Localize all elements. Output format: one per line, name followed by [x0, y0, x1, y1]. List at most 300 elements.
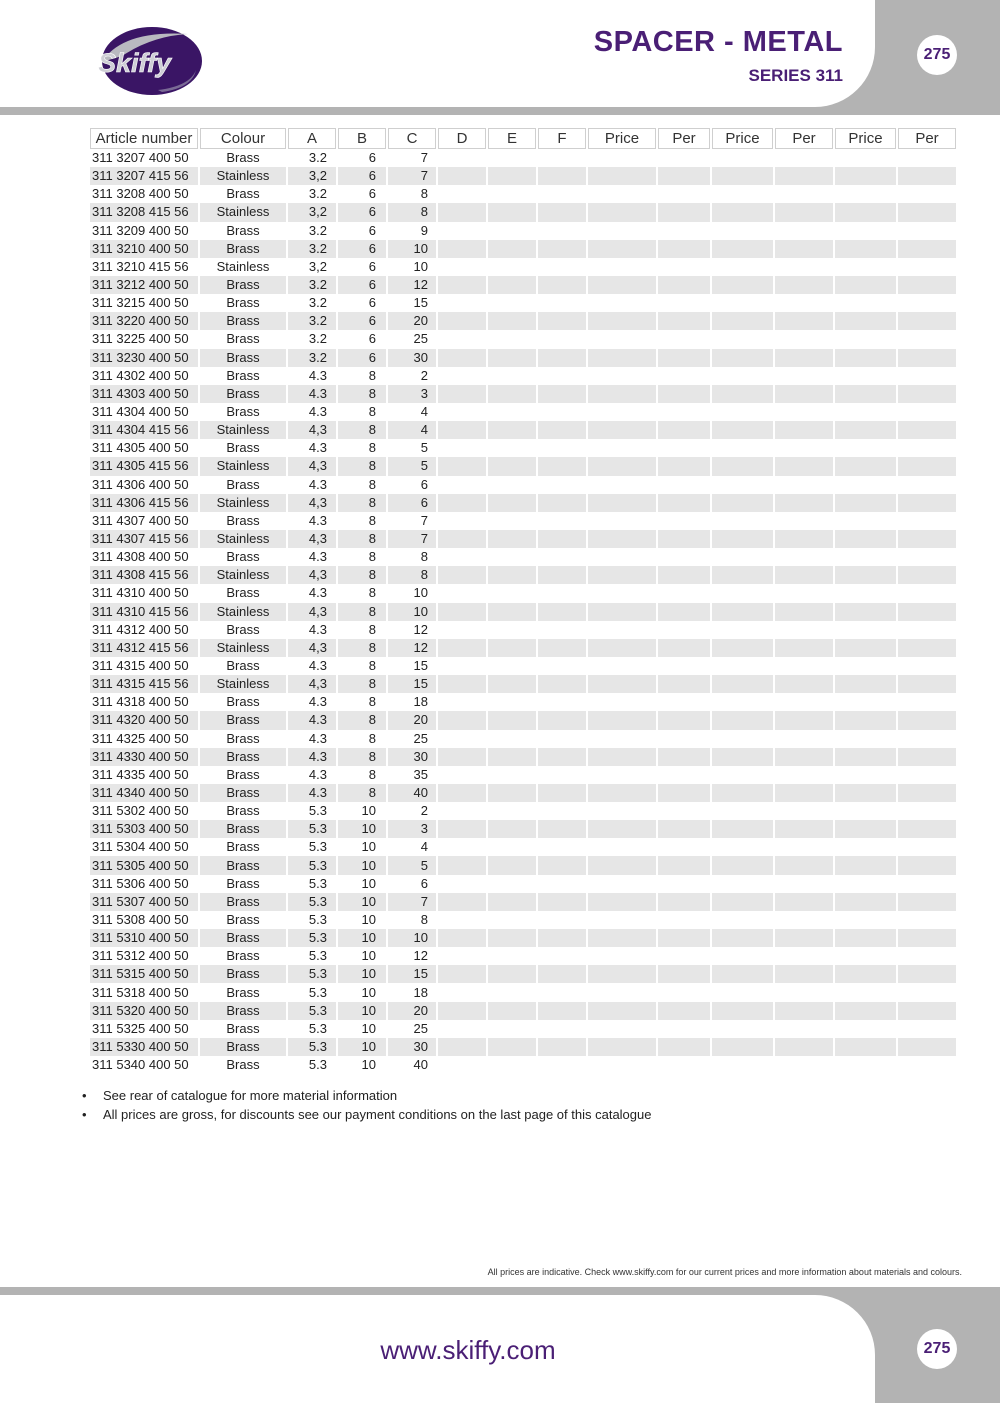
- dim-c-cell: 25: [413, 331, 428, 347]
- dim-c-cell: 18: [413, 984, 428, 1000]
- empty-cell: [898, 240, 956, 258]
- empty-cell: [898, 1020, 956, 1038]
- article-number-cell: 311 5308 400 50: [92, 911, 189, 927]
- table-row: [90, 258, 956, 276]
- article-number-cell: 311 4325 400 50: [92, 730, 189, 746]
- colour-cell: Brass: [226, 839, 260, 855]
- table-row: [90, 856, 956, 874]
- empty-cell: [538, 349, 586, 367]
- empty-cell: [658, 838, 710, 856]
- empty-cell: [658, 730, 710, 748]
- empty-cell: [538, 947, 586, 965]
- series-subtitle: SERIES 311: [748, 66, 843, 85]
- article-number-cell: 311 5340 400 50: [92, 1057, 189, 1073]
- empty-cell: [588, 983, 656, 1001]
- empty-cell: [658, 240, 710, 258]
- empty-cell: [712, 893, 773, 911]
- empty-cell: [658, 1056, 710, 1074]
- empty-cell: [658, 1020, 710, 1038]
- empty-cell: [538, 149, 586, 167]
- empty-cell: [488, 294, 536, 312]
- dim-b-cell: 10: [338, 965, 386, 983]
- empty-cell: [835, 294, 896, 312]
- article-number-cell: 311 3230 400 50: [90, 349, 198, 367]
- empty-cell: [438, 766, 486, 784]
- empty-cell: [712, 1020, 773, 1038]
- empty-cell: [538, 421, 586, 439]
- empty-cell: [775, 494, 833, 512]
- colour-cell: Brass: [226, 404, 260, 420]
- empty-cell: [588, 603, 656, 621]
- dim-a-cell: 3.2: [308, 222, 327, 238]
- dim-a-cell: 5.3: [308, 1020, 327, 1036]
- dim-a-cell: 5.3: [308, 911, 327, 927]
- empty-cell: [488, 621, 536, 639]
- table-row: [90, 548, 956, 566]
- empty-cell: [775, 838, 833, 856]
- empty-cell: [538, 802, 586, 820]
- empty-cell: [588, 766, 656, 784]
- dim-c-cell: 15: [388, 675, 436, 693]
- empty-cell: [588, 838, 656, 856]
- empty-cell: [538, 566, 586, 584]
- article-number-cell: 311 4307 415 56: [90, 530, 198, 548]
- dim-b-cell: 6: [338, 240, 386, 258]
- empty-cell: [538, 439, 586, 457]
- empty-cell: [835, 566, 896, 584]
- empty-cell: [712, 1002, 773, 1020]
- table-row: [90, 421, 956, 439]
- empty-cell: [898, 1002, 956, 1020]
- empty-cell: [488, 983, 536, 1001]
- empty-cell: [712, 657, 773, 675]
- empty-cell: [712, 349, 773, 367]
- empty-cell: [588, 457, 656, 475]
- dim-c-cell: 6: [420, 875, 428, 891]
- empty-cell: [775, 1056, 833, 1074]
- empty-cell: [775, 276, 833, 294]
- empty-cell: [775, 167, 833, 185]
- article-number-cell: 311 5302 400 50: [92, 803, 189, 819]
- dim-b-cell: 8: [368, 404, 376, 420]
- empty-cell: [775, 512, 833, 530]
- dim-c-cell: 10: [413, 258, 428, 274]
- table-row: [90, 584, 956, 602]
- colour-cell: Brass: [226, 948, 260, 964]
- empty-cell: [588, 1056, 656, 1074]
- empty-cell: [898, 965, 956, 983]
- empty-cell: [538, 276, 586, 294]
- empty-cell: [775, 476, 833, 494]
- colour-cell: Brass: [226, 222, 260, 238]
- dim-b-cell: 8: [338, 530, 386, 548]
- article-number-cell: 311 5315 400 50: [90, 965, 198, 983]
- notes-list: [82, 1086, 651, 1124]
- article-number-cell: 311 4320 400 50: [90, 711, 198, 729]
- empty-cell: [775, 548, 833, 566]
- empty-cell: [438, 838, 486, 856]
- empty-cell: [488, 784, 536, 802]
- empty-cell: [488, 802, 536, 820]
- empty-cell: [658, 802, 710, 820]
- empty-cell: [658, 983, 710, 1001]
- colour-cell: Brass: [200, 349, 286, 367]
- dim-c-cell: 6: [420, 476, 428, 492]
- article-number-cell: 311 5325 400 50: [92, 1020, 189, 1036]
- empty-cell: [658, 185, 710, 203]
- empty-cell: [775, 1002, 833, 1020]
- dim-a-cell: 3.2: [288, 312, 336, 330]
- table-row: [90, 1038, 956, 1056]
- skiffy-logo: [92, 22, 204, 98]
- dim-b-cell: 6: [338, 203, 386, 221]
- empty-cell: [658, 657, 710, 675]
- empty-cell: [775, 603, 833, 621]
- empty-cell: [588, 167, 656, 185]
- empty-cell: [775, 730, 833, 748]
- empty-cell: [898, 1038, 956, 1056]
- colour-cell: Brass: [200, 784, 286, 802]
- empty-cell: [658, 149, 710, 167]
- empty-cell: [488, 222, 536, 240]
- empty-cell: [712, 766, 773, 784]
- empty-cell: [588, 802, 656, 820]
- colour-cell: Brass: [200, 856, 286, 874]
- colour-cell: Brass: [200, 893, 286, 911]
- empty-cell: [835, 893, 896, 911]
- empty-cell: [588, 1020, 656, 1038]
- empty-cell: [538, 222, 586, 240]
- dim-b-cell: 8: [368, 476, 376, 492]
- dim-a-cell: 3.2: [308, 150, 327, 166]
- empty-cell: [835, 1038, 896, 1056]
- empty-cell: [588, 820, 656, 838]
- empty-cell: [588, 693, 656, 711]
- empty-cell: [775, 893, 833, 911]
- colour-cell: Brass: [226, 803, 260, 819]
- empty-cell: [835, 494, 896, 512]
- empty-cell: [438, 965, 486, 983]
- empty-cell: [775, 457, 833, 475]
- empty-cell: [488, 1056, 536, 1074]
- empty-cell: [658, 312, 710, 330]
- empty-cell: [658, 820, 710, 838]
- colour-cell: Brass: [226, 512, 260, 528]
- empty-cell: [898, 929, 956, 947]
- empty-cell: [488, 929, 536, 947]
- empty-cell: [775, 584, 833, 602]
- empty-cell: [712, 294, 773, 312]
- empty-cell: [835, 639, 896, 657]
- empty-cell: [712, 802, 773, 820]
- empty-cell: [898, 748, 956, 766]
- empty-cell: [438, 294, 486, 312]
- empty-cell: [658, 330, 710, 348]
- table-row: [90, 657, 956, 675]
- colour-cell: Brass: [200, 820, 286, 838]
- empty-cell: [438, 403, 486, 421]
- dim-b-cell: 10: [361, 839, 376, 855]
- empty-cell: [438, 276, 486, 294]
- dim-a-cell: 4.3: [308, 766, 327, 782]
- colour-cell: Brass: [226, 621, 260, 637]
- empty-cell: [898, 603, 956, 621]
- empty-cell: [658, 875, 710, 893]
- dim-c-cell: 4: [420, 839, 428, 855]
- empty-cell: [658, 675, 710, 693]
- dim-b-cell: 10: [361, 875, 376, 891]
- empty-cell: [488, 312, 536, 330]
- empty-cell: [658, 548, 710, 566]
- dim-c-cell: 5: [388, 457, 436, 475]
- empty-cell: [588, 965, 656, 983]
- article-number-cell: 311 4315 415 56: [90, 675, 198, 693]
- dim-a-cell: 4,3: [288, 675, 336, 693]
- empty-cell: [898, 367, 956, 385]
- empty-cell: [438, 929, 486, 947]
- empty-cell: [898, 730, 956, 748]
- empty-cell: [658, 566, 710, 584]
- empty-cell: [835, 875, 896, 893]
- column-header: Per: [775, 128, 833, 149]
- empty-cell: [438, 566, 486, 584]
- colour-cell: Brass: [200, 711, 286, 729]
- dim-b-cell: 10: [361, 911, 376, 927]
- empty-cell: [438, 330, 486, 348]
- dim-b-cell: 10: [338, 856, 386, 874]
- empty-cell: [438, 457, 486, 475]
- empty-cell: [898, 530, 956, 548]
- colour-cell: Brass: [226, 331, 260, 347]
- empty-cell: [588, 1038, 656, 1056]
- empty-cell: [835, 1020, 896, 1038]
- empty-cell: [538, 911, 586, 929]
- empty-cell: [538, 838, 586, 856]
- empty-cell: [898, 838, 956, 856]
- table-row: [90, 276, 956, 294]
- empty-cell: [658, 893, 710, 911]
- colour-cell: Brass: [200, 929, 286, 947]
- empty-cell: [775, 258, 833, 276]
- dim-a-cell: 5.3: [288, 820, 336, 838]
- empty-cell: [835, 748, 896, 766]
- article-number-cell: 311 4310 400 50: [92, 585, 189, 601]
- empty-cell: [775, 185, 833, 203]
- empty-cell: [588, 748, 656, 766]
- empty-cell: [438, 675, 486, 693]
- dim-a-cell: 5.3: [288, 856, 336, 874]
- column-header: B: [338, 128, 386, 149]
- empty-cell: [658, 766, 710, 784]
- empty-cell: [898, 330, 956, 348]
- empty-cell: [898, 766, 956, 784]
- empty-cell: [438, 1020, 486, 1038]
- empty-cell: [712, 530, 773, 548]
- article-number-cell: 311 4315 400 50: [92, 658, 189, 673]
- empty-cell: [438, 856, 486, 874]
- empty-cell: [898, 167, 956, 185]
- empty-cell: [488, 548, 536, 566]
- empty-cell: [438, 548, 486, 566]
- colour-cell: Brass: [200, 1002, 286, 1020]
- empty-cell: [898, 911, 956, 929]
- empty-cell: [712, 675, 773, 693]
- article-number-cell: 311 5320 400 50: [90, 1002, 198, 1020]
- article-number-cell: 311 3210 400 50: [90, 240, 198, 258]
- dim-a-cell: 4.3: [288, 748, 336, 766]
- dim-c-cell: 7: [420, 512, 428, 528]
- dim-c-cell: 2: [420, 803, 428, 819]
- empty-cell: [775, 657, 833, 675]
- dim-c-cell: 30: [388, 349, 436, 367]
- empty-cell: [775, 367, 833, 385]
- empty-cell: [658, 457, 710, 475]
- empty-cell: [835, 603, 896, 621]
- empty-cell: [438, 983, 486, 1001]
- dim-b-cell: 8: [338, 421, 386, 439]
- empty-cell: [712, 421, 773, 439]
- dim-b-cell: 8: [368, 367, 376, 383]
- colour-cell: Stainless: [200, 203, 286, 221]
- article-number-cell: 311 5303 400 50: [90, 820, 198, 838]
- empty-cell: [538, 512, 586, 530]
- colour-cell: Stainless: [200, 167, 286, 185]
- empty-cell: [835, 929, 896, 947]
- empty-cell: [658, 203, 710, 221]
- empty-cell: [488, 820, 536, 838]
- empty-cell: [712, 929, 773, 947]
- dim-b-cell: 8: [368, 512, 376, 528]
- empty-cell: [538, 983, 586, 1001]
- empty-cell: [658, 167, 710, 185]
- empty-cell: [488, 1020, 536, 1038]
- empty-cell: [775, 240, 833, 258]
- dim-b-cell: 10: [361, 1057, 376, 1073]
- dim-c-cell: 20: [388, 711, 436, 729]
- empty-cell: [658, 911, 710, 929]
- dim-c-cell: 4: [388, 421, 436, 439]
- empty-cell: [835, 167, 896, 185]
- note-item: [82, 1105, 651, 1124]
- empty-cell: [488, 730, 536, 748]
- empty-cell: [835, 240, 896, 258]
- table-row: [90, 439, 956, 457]
- empty-cell: [538, 457, 586, 475]
- empty-cell: [775, 1038, 833, 1056]
- empty-cell: [438, 530, 486, 548]
- dim-a-cell: 5.3: [308, 1057, 327, 1073]
- empty-cell: [538, 185, 586, 203]
- article-number-cell: 311 4306 400 50: [92, 476, 189, 492]
- table-row: [90, 476, 956, 494]
- dim-a-cell: 5.3: [288, 929, 336, 947]
- empty-cell: [712, 748, 773, 766]
- empty-cell: [488, 439, 536, 457]
- empty-cell: [775, 439, 833, 457]
- empty-cell: [488, 1038, 536, 1056]
- empty-cell: [835, 548, 896, 566]
- empty-cell: [538, 476, 586, 494]
- table-row: [90, 929, 956, 947]
- empty-cell: [538, 730, 586, 748]
- empty-cell: [898, 494, 956, 512]
- empty-cell: [775, 621, 833, 639]
- empty-cell: [835, 330, 896, 348]
- colour-cell: Brass: [226, 440, 260, 456]
- dim-b-cell: 6: [368, 331, 376, 347]
- empty-cell: [712, 330, 773, 348]
- dim-c-cell: 6: [388, 494, 436, 512]
- empty-cell: [898, 1056, 956, 1074]
- dim-c-cell: 9: [420, 222, 428, 238]
- dim-a-cell: 5.3: [288, 893, 336, 911]
- empty-cell: [835, 439, 896, 457]
- dim-b-cell: 8: [338, 711, 386, 729]
- bullet: •: [82, 1107, 87, 1122]
- empty-cell: [588, 639, 656, 657]
- empty-cell: [438, 784, 486, 802]
- dim-c-cell: 7: [388, 530, 436, 548]
- empty-cell: [438, 875, 486, 893]
- empty-cell: [588, 294, 656, 312]
- colour-cell: Brass: [226, 694, 260, 710]
- dim-c-cell: 2: [420, 367, 428, 383]
- colour-cell: Brass: [200, 385, 286, 403]
- empty-cell: [438, 167, 486, 185]
- empty-cell: [712, 947, 773, 965]
- empty-cell: [835, 711, 896, 729]
- empty-cell: [658, 294, 710, 312]
- empty-cell: [898, 983, 956, 1001]
- empty-cell: [835, 258, 896, 276]
- dim-c-cell: 8: [420, 186, 428, 202]
- column-header: A: [288, 128, 336, 149]
- empty-cell: [712, 512, 773, 530]
- empty-cell: [438, 203, 486, 221]
- dim-c-cell: 30: [388, 1038, 436, 1056]
- empty-cell: [538, 820, 586, 838]
- empty-cell: [538, 240, 586, 258]
- empty-cell: [835, 657, 896, 675]
- dim-c-cell: 12: [388, 276, 436, 294]
- empty-cell: [775, 784, 833, 802]
- empty-cell: [658, 784, 710, 802]
- article-number-cell: 311 5304 400 50: [92, 839, 189, 855]
- empty-cell: [588, 784, 656, 802]
- article-number-cell: 311 5306 400 50: [92, 875, 189, 891]
- spacer-table: [88, 128, 954, 1074]
- dim-a-cell: 5.3: [288, 1002, 336, 1020]
- empty-cell: [588, 1002, 656, 1020]
- empty-cell: [488, 421, 536, 439]
- website-link[interactable]: www.skiffy.com: [380, 1335, 556, 1365]
- dim-c-cell: 8: [388, 566, 436, 584]
- colour-cell: Brass: [226, 186, 260, 202]
- dim-b-cell: 10: [361, 984, 376, 1000]
- empty-cell: [438, 893, 486, 911]
- article-number-cell: 311 4303 400 50: [90, 385, 198, 403]
- empty-cell: [538, 294, 586, 312]
- table-row: [90, 1056, 956, 1074]
- empty-cell: [712, 639, 773, 657]
- dim-a-cell: 4,3: [288, 566, 336, 584]
- article-number-cell: 311 4308 415 56: [90, 566, 198, 584]
- empty-cell: [835, 838, 896, 856]
- table-row: [90, 675, 956, 693]
- empty-cell: [898, 421, 956, 439]
- colour-cell: Stainless: [200, 566, 286, 584]
- empty-cell: [712, 911, 773, 929]
